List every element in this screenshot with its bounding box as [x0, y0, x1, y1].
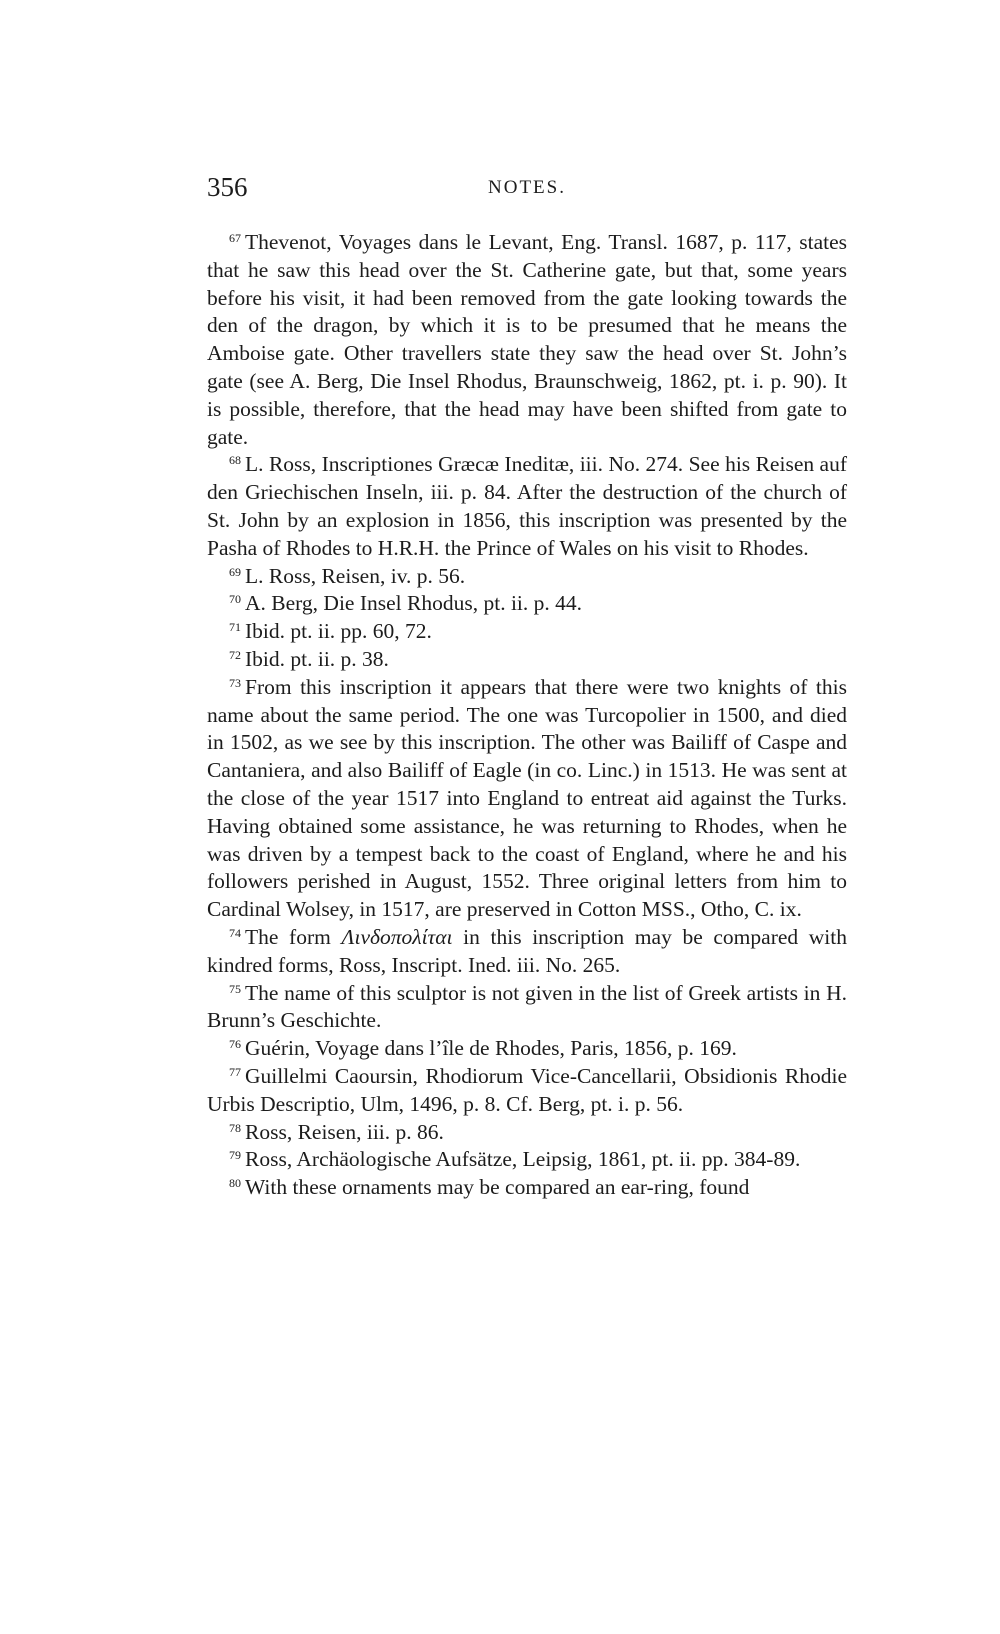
footnote-number: 71: [229, 620, 241, 635]
footnote-67: [207, 229, 847, 451]
footnote-text: With these ornaments may be compared an ear-ring, found: [245, 1175, 750, 1200]
running-head: NOTES.: [488, 177, 566, 198]
footnote-72: [207, 646, 847, 674]
footnote-80: [207, 1174, 847, 1202]
footnote-number: 72: [229, 647, 241, 662]
page-header: [207, 172, 847, 212]
footnote-number: 79: [229, 1148, 241, 1163]
footnote-number: 67: [229, 231, 241, 245]
footnote-69: [207, 563, 847, 591]
footnote-number: 75: [229, 981, 241, 996]
footnote-73: [207, 674, 847, 924]
footnote-text: in this inscription may be compared with kindred forms, Ross, Inscript. Ined. iii. No. 265.: [207, 924, 848, 977]
footnote-number: 73: [229, 675, 241, 690]
footnote-text: The form: [245, 924, 342, 949]
footnote-77: [207, 1063, 847, 1119]
footnote-74: [207, 924, 847, 980]
notes-body: [207, 229, 847, 1202]
footnote-number: 69: [229, 564, 241, 579]
footnote-number: 78: [229, 1120, 241, 1135]
footnote-number: 80: [229, 1176, 241, 1191]
footnote-text: Guillelmi Caoursin, Rhodiorum Vice-Cancellarii, Obsidionis Rhodie Urbis Descriptio, Ulm, 1496, p. 8. Cf. Berg, pt. i. p. 56.: [207, 1063, 847, 1116]
footnote-text: A. Berg, Die Insel Rhodus, pt. ii. p. 44.: [245, 591, 583, 616]
footnote-number: 76: [229, 1037, 241, 1052]
footnote-text: Ross, Archäologische Aufsätze, Leipsig, 1861, pt. ii. pp. 384-89.: [245, 1147, 801, 1172]
footnote-text: L. Ross, Inscriptiones Græcæ Ineditæ, iii. No. 274. See his Reisen auf den Griechischen Inseln, iii. p. 84. After the destruction of the church of St. John by an explosion in 1856, this inscription was presented by the Pasha of Rhodes to H.R.H. the Prince of Wales on his visit to Rhodes.: [207, 452, 847, 560]
footnote-71: [207, 618, 847, 646]
footnote-68: [207, 451, 847, 562]
footnote-number: 77: [229, 1064, 241, 1079]
footnote-79: [207, 1146, 847, 1174]
footnote-75: [207, 980, 847, 1036]
page-number: 356: [207, 172, 248, 202]
footnote-text: Ross, Reisen, iii. p. 86.: [245, 1119, 444, 1144]
footnote-70: [207, 590, 847, 618]
footnote-number: 74: [229, 925, 241, 940]
footnote-text: The name of this sculptor is not given in the list of Greek artists in H. Brunn’s Geschichte.: [207, 980, 847, 1033]
footnote-text: Ibid. pt. ii. p. 38.: [245, 646, 389, 671]
greek-word: Λινδοπολίται: [341, 924, 453, 949]
footnote-76: [207, 1035, 847, 1063]
footnote-number: 68: [229, 453, 241, 468]
footnote-78: [207, 1119, 847, 1147]
footnote-text: From this inscription it appears that there were two knights of this name about the same period. The one was Turcopolier in 1500, and died in 1502, as we see by this inscription. The other was Bailiff of Caspe and Cantaniera, and also Bailiff of Eagle (in co. Linc.) in 1513. He was sent at the close of the year 1517 into England to entreat aid against the Turks. Having obtained some assistance, he was returning to Rhodes, when he was driven by a tempest back to the coast of England, where he and his followers perished in August, 1552. Three original letters from him to Cardinal Wolsey, in 1517, are preserved in Cotton MSS., Otho, C. ix.: [207, 674, 847, 922]
footnote-text: Ibid. pt. ii. pp. 60, 72.: [245, 619, 432, 644]
footnote-text: L. Ross, Reisen, iv. p. 56.: [245, 563, 466, 588]
footnote-text: Thevenot, Voyages dans le Levant, Eng. Transl. 1687, p. 117, states that he saw this head over the St. Catherine gate, but that, some years before his visit, it had been removed from the gate looking towards the den of the dragon, by which it is to be presumed that he means the Amboise gate. Other travellers state they saw the head over St. John’s gate (see A. Berg, Die Insel Rhodus, Braunschweig, 1862, pt. i. p. 90). It is possible, therefore, that the head may have been shifted from gate to gate.: [207, 230, 847, 449]
footnote-number: 70: [229, 592, 241, 607]
footnote-text: Guérin, Voyage dans l’île de Rhodes, Paris, 1856, p. 169.: [245, 1036, 737, 1061]
